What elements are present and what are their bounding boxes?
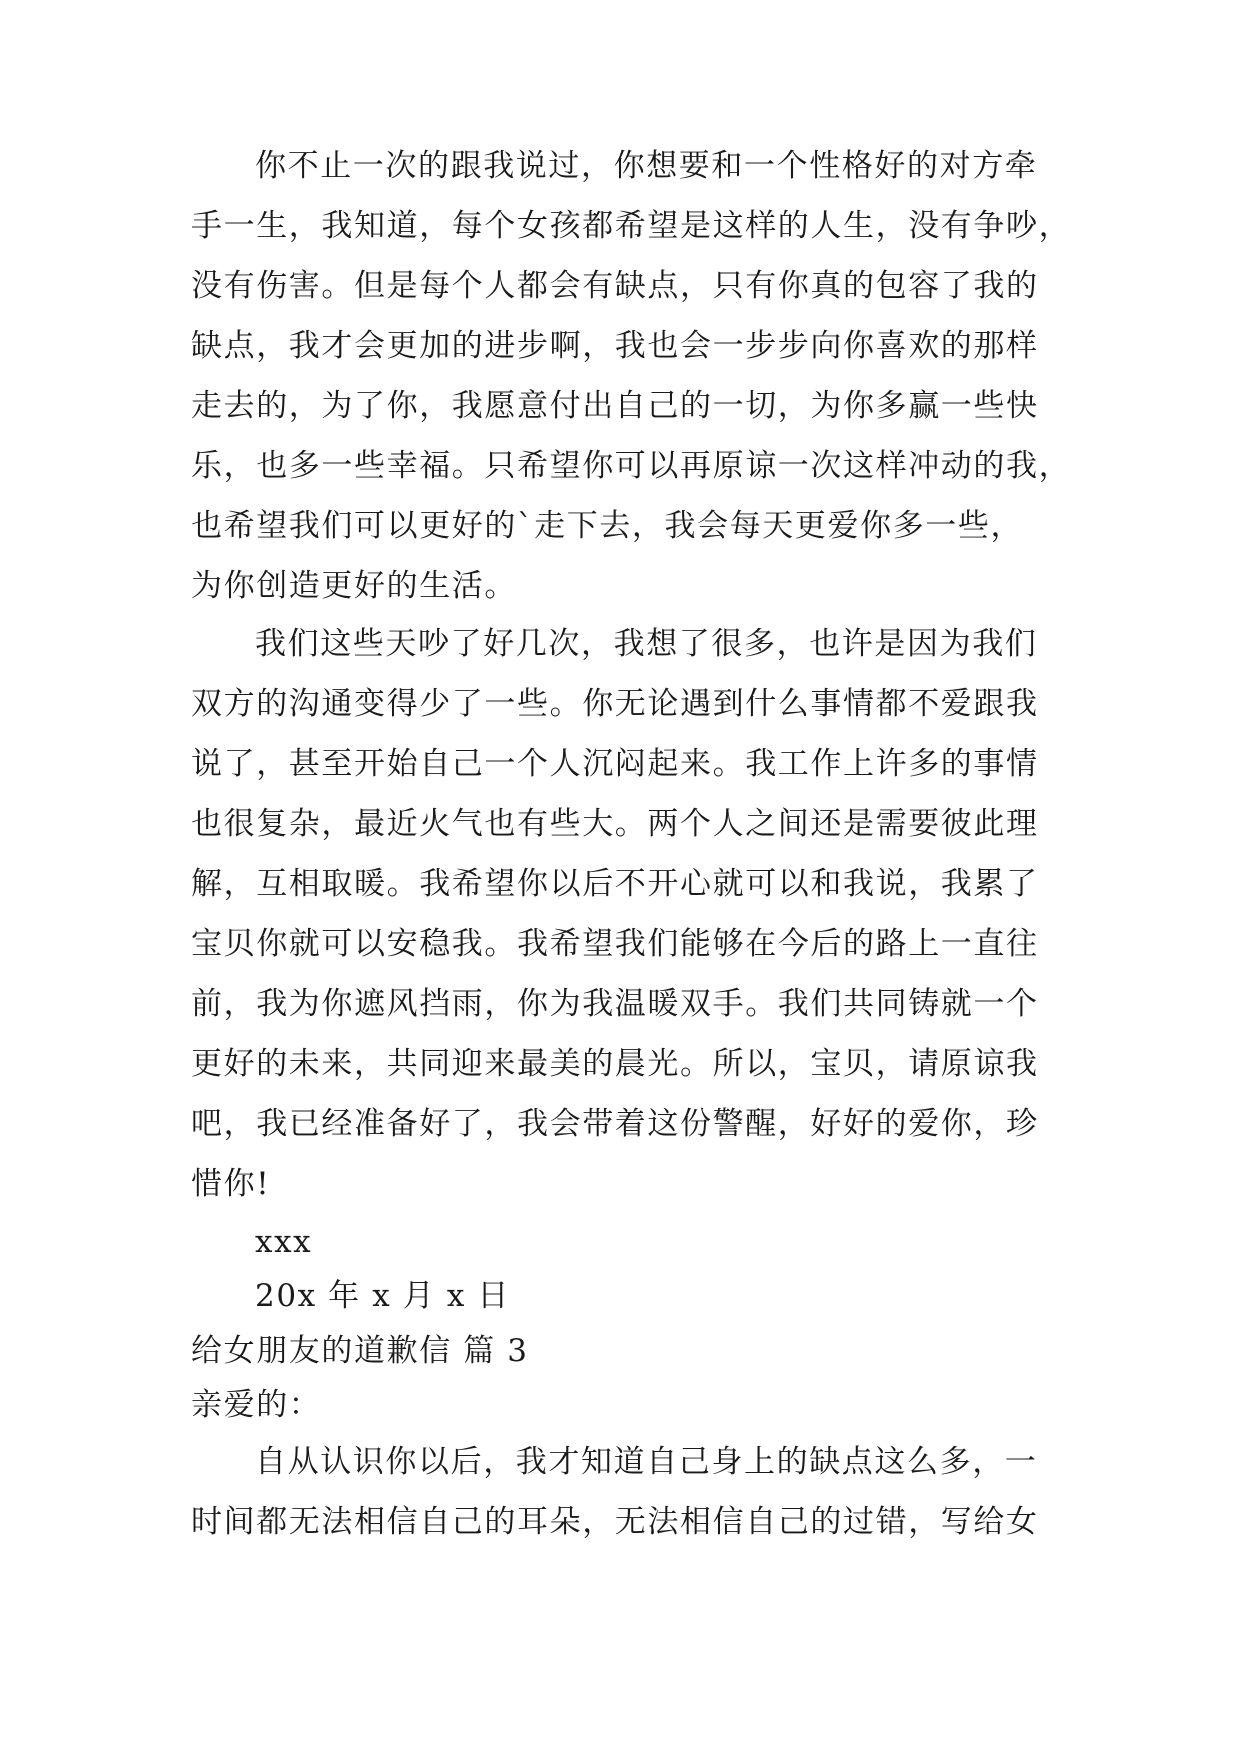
text-line: 双方的沟通变得少了一些。你无论遇到什么事情都不爱跟我 (191, 686, 1039, 722)
signature: xxx (255, 1224, 313, 1260)
signature-block (191, 1212, 1051, 1272)
letter-paragraph-2 (191, 614, 1051, 1214)
letter-date: 20x 年 x 月 x 日 (255, 1278, 510, 1314)
date-block (191, 1266, 1051, 1326)
text-line: 为你创造更好的生活。 (191, 568, 517, 604)
text-line: 前，我为你遮风挡雨，你为我温暖双手。我们共同铸就一个 (191, 986, 1039, 1022)
letter-paragraph-1 (191, 136, 1072, 616)
text-line: 也很复杂，最近火气也有些大。两个人之间还是需要彼此理 (191, 806, 1039, 842)
text-line: 走去的，为了你，我愿意付出自己的一切，为你多赢一些快 (191, 388, 1039, 424)
text-line: 惜你! (191, 1166, 271, 1202)
text-line: 更好的未来，共同迎来最美的晨光。所以，宝贝，请原谅我 (191, 1046, 1039, 1082)
section-heading-block (191, 1321, 1051, 1381)
text-line: 吧，我已经准备好了，我会带着这份警醒，好好的爱你，珍 (191, 1106, 1039, 1142)
salutation: 亲爱的： (191, 1387, 322, 1423)
text-line: 也希望我们可以更好的`走下去，我会每天更爱你多一些， (191, 508, 1024, 544)
text-line: 手一生，我知道，每个女孩都希望是这样的人生，没有争吵， (191, 208, 1072, 244)
text-line: 宝贝你就可以安稳我。我希望我们能够在今后的路上一直往 (191, 926, 1039, 962)
text-line: 自从认识你以后，我才知道自己身上的缺点这么多，一 (255, 1444, 1038, 1480)
text-line: 说了，甚至开始自己一个人沉闷起来。我工作上许多的事情 (191, 746, 1039, 782)
text-line: 解，互相取暖。我希望你以后不开心就可以和我说，我累了 (191, 866, 1039, 902)
salutation-block (191, 1375, 1051, 1435)
letter3-paragraph-1 (191, 1432, 1051, 1552)
text-line: 你不止一次的跟我说过，你想要和一个性格好的对方牵 (255, 148, 1038, 184)
section-heading: 给女朋友的道歉信 篇 3 (191, 1333, 529, 1369)
text-line: 乐，也多一些幸福。只希望你可以再原谅一次这样冲动的我， (191, 448, 1072, 484)
text-line: 时间都无法相信自己的耳朵，无法相信自己的过错，写给女 (191, 1504, 1039, 1540)
text-line: 没有伤害。但是每个人都会有缺点，只有你真的包容了我的 (191, 268, 1039, 304)
text-line: 我们这些天吵了好几次，我想了很多，也许是因为我们 (255, 626, 1038, 662)
text-line: 缺点，我才会更加的进步啊，我也会一步步向你喜欢的那样 (191, 328, 1039, 364)
